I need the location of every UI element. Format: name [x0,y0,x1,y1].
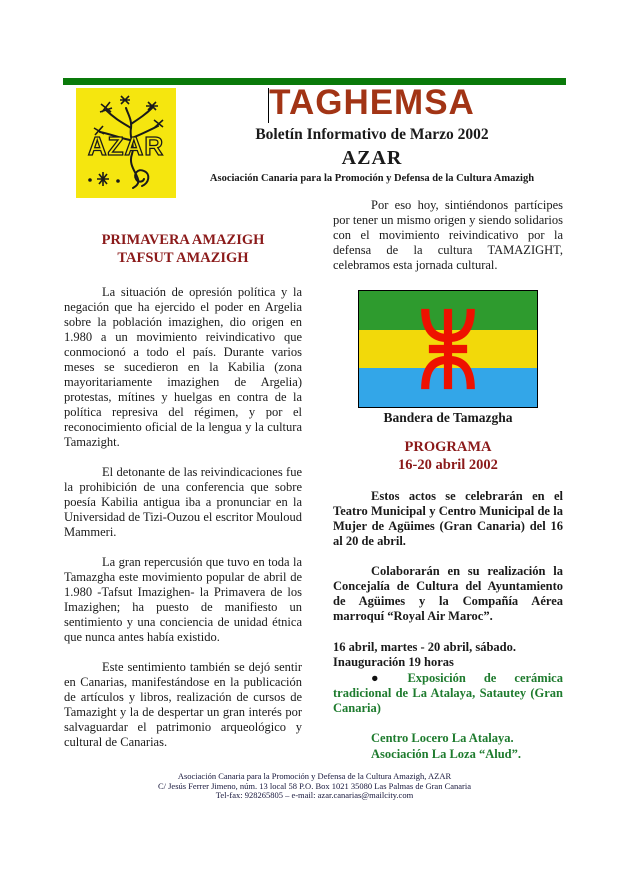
yaz-symbol-icon [407,303,489,395]
masthead [178,84,566,185]
program-paragraph: Colaborarán en su realización la Concejalía de Cultura del Ayuntamiento de Agüimes y la Compañía Aérea marroquí “Royal Air Maroc”. [333,564,563,623]
program-heading [333,438,563,474]
footer-address-line: C/ Jesús Ferrer Jimeno, núm. 13 local 58 P.O. Box 1021 35080 Las Palmas de Gran Canaria [157,780,472,791]
body-paragraph: Este sentimiento también se dejó sentir en Canarias, manifestándose en la publicación de artículos y libros, realización de cursos de Tamazight y la de despertar un gran interés por salvaguardar el patrimonio arqueológico y cultural de Canarias. [64,660,302,749]
schedule-dates: 16 abril, martes - 20 abril, sábado. [333,640,516,654]
heading-line-2: TAFSUT AMAZIGH [117,250,249,266]
program-heading-line-1: PROGRAMA [404,439,492,455]
bulletin-subtitle: Boletín Informativo de Marzo 2002 [255,126,489,143]
azar-logo [76,88,176,198]
page-title: TAGHEMSA [269,83,475,122]
org-acronym: AZAR [341,147,403,169]
bullet-icon: ● [371,671,394,685]
program-heading-line-2: 16-20 abril 2002 [398,457,498,473]
body-paragraph: La situación de opresión política y la negación que ha ejercido el poder en Argelia sobre la población imazighen, dio origen en 1.980 a un movimiento reivindicativo que conmocionó a todo el país. Durante varios meses se sucedieron en la Kabilia (zona mayoritariamente imazighen de Argelia) protestas, mítines y huelgas en contra de la política represiva del régimen, y por el reconocimiento oficial de la lengua y la cultura Tamazight. [64,285,302,449]
footer-org-line: Asociación Canaria para la Promoción y Defensa de la Cultura Amazigh, AZAR [177,771,452,781]
tamazgha-flag [358,290,538,408]
org-tagline: Asociación Canaria para la Promoción y Defensa de la Cultura Amazigh [209,173,535,184]
logo-azar-text: AZAR [87,131,165,161]
body-paragraph: Por eso hoy, sintiéndonos partícipes por tener un mismo origen y siendo solidarios con el movimiento reivindicativo por la defensa de la cultura TAMAZIGHT, celebramos esta jornada cultural. [333,198,563,272]
heading-line-1: PRIMAVERA AMAZIGH [101,232,265,248]
right-column [333,198,563,762]
body-paragraph: La gran repercusión que tuvo en toda la Tamazgha este movimiento popular de abril de 1.980 -Tafsut Imazighen- la Primavera de los Imazighen; ha puesto de manifiesto un sentimiento y una conciencia de unidad étnica que nunca antes había existido. [64,555,302,644]
footer [63,772,566,801]
program-paragraph: Estos actos se celebrarán en el Teatro Municipal y Centro Municipal de la Mujer de Agüimes (Gran Canaria) del 16 al 20 de abril. [333,489,563,548]
section-heading-primavera [64,231,302,267]
flag-caption: Bandera de Tamazgha [383,410,513,425]
event-detail: Centro Locero La Atalaya. [371,731,514,745]
footer-contact-line: Tel-fax: 928265805 – e-mail: azar.canarias@mailcity.com [215,790,414,800]
event-title: Exposición de cerámica tradicional de La Atalaya, Satautey (Gran Canaria) [333,671,563,715]
event-title-line [333,671,563,716]
schedule-block [333,640,563,670]
left-column [64,231,302,750]
flag-figure [333,290,563,426]
schedule-opening: Inauguración 19 horas [333,655,454,669]
event-block [333,671,563,762]
body-paragraph: El detonante de las reivindicaciones fue la prohibición de una conferencia que sobre poesía Kabilia antigua iba a pronunciar en la Universidad de Tizi-Ouzou el escritor Mouloud Mammeri. [64,465,302,539]
event-detail: Asociación La Loza “Alud”. [371,747,522,761]
